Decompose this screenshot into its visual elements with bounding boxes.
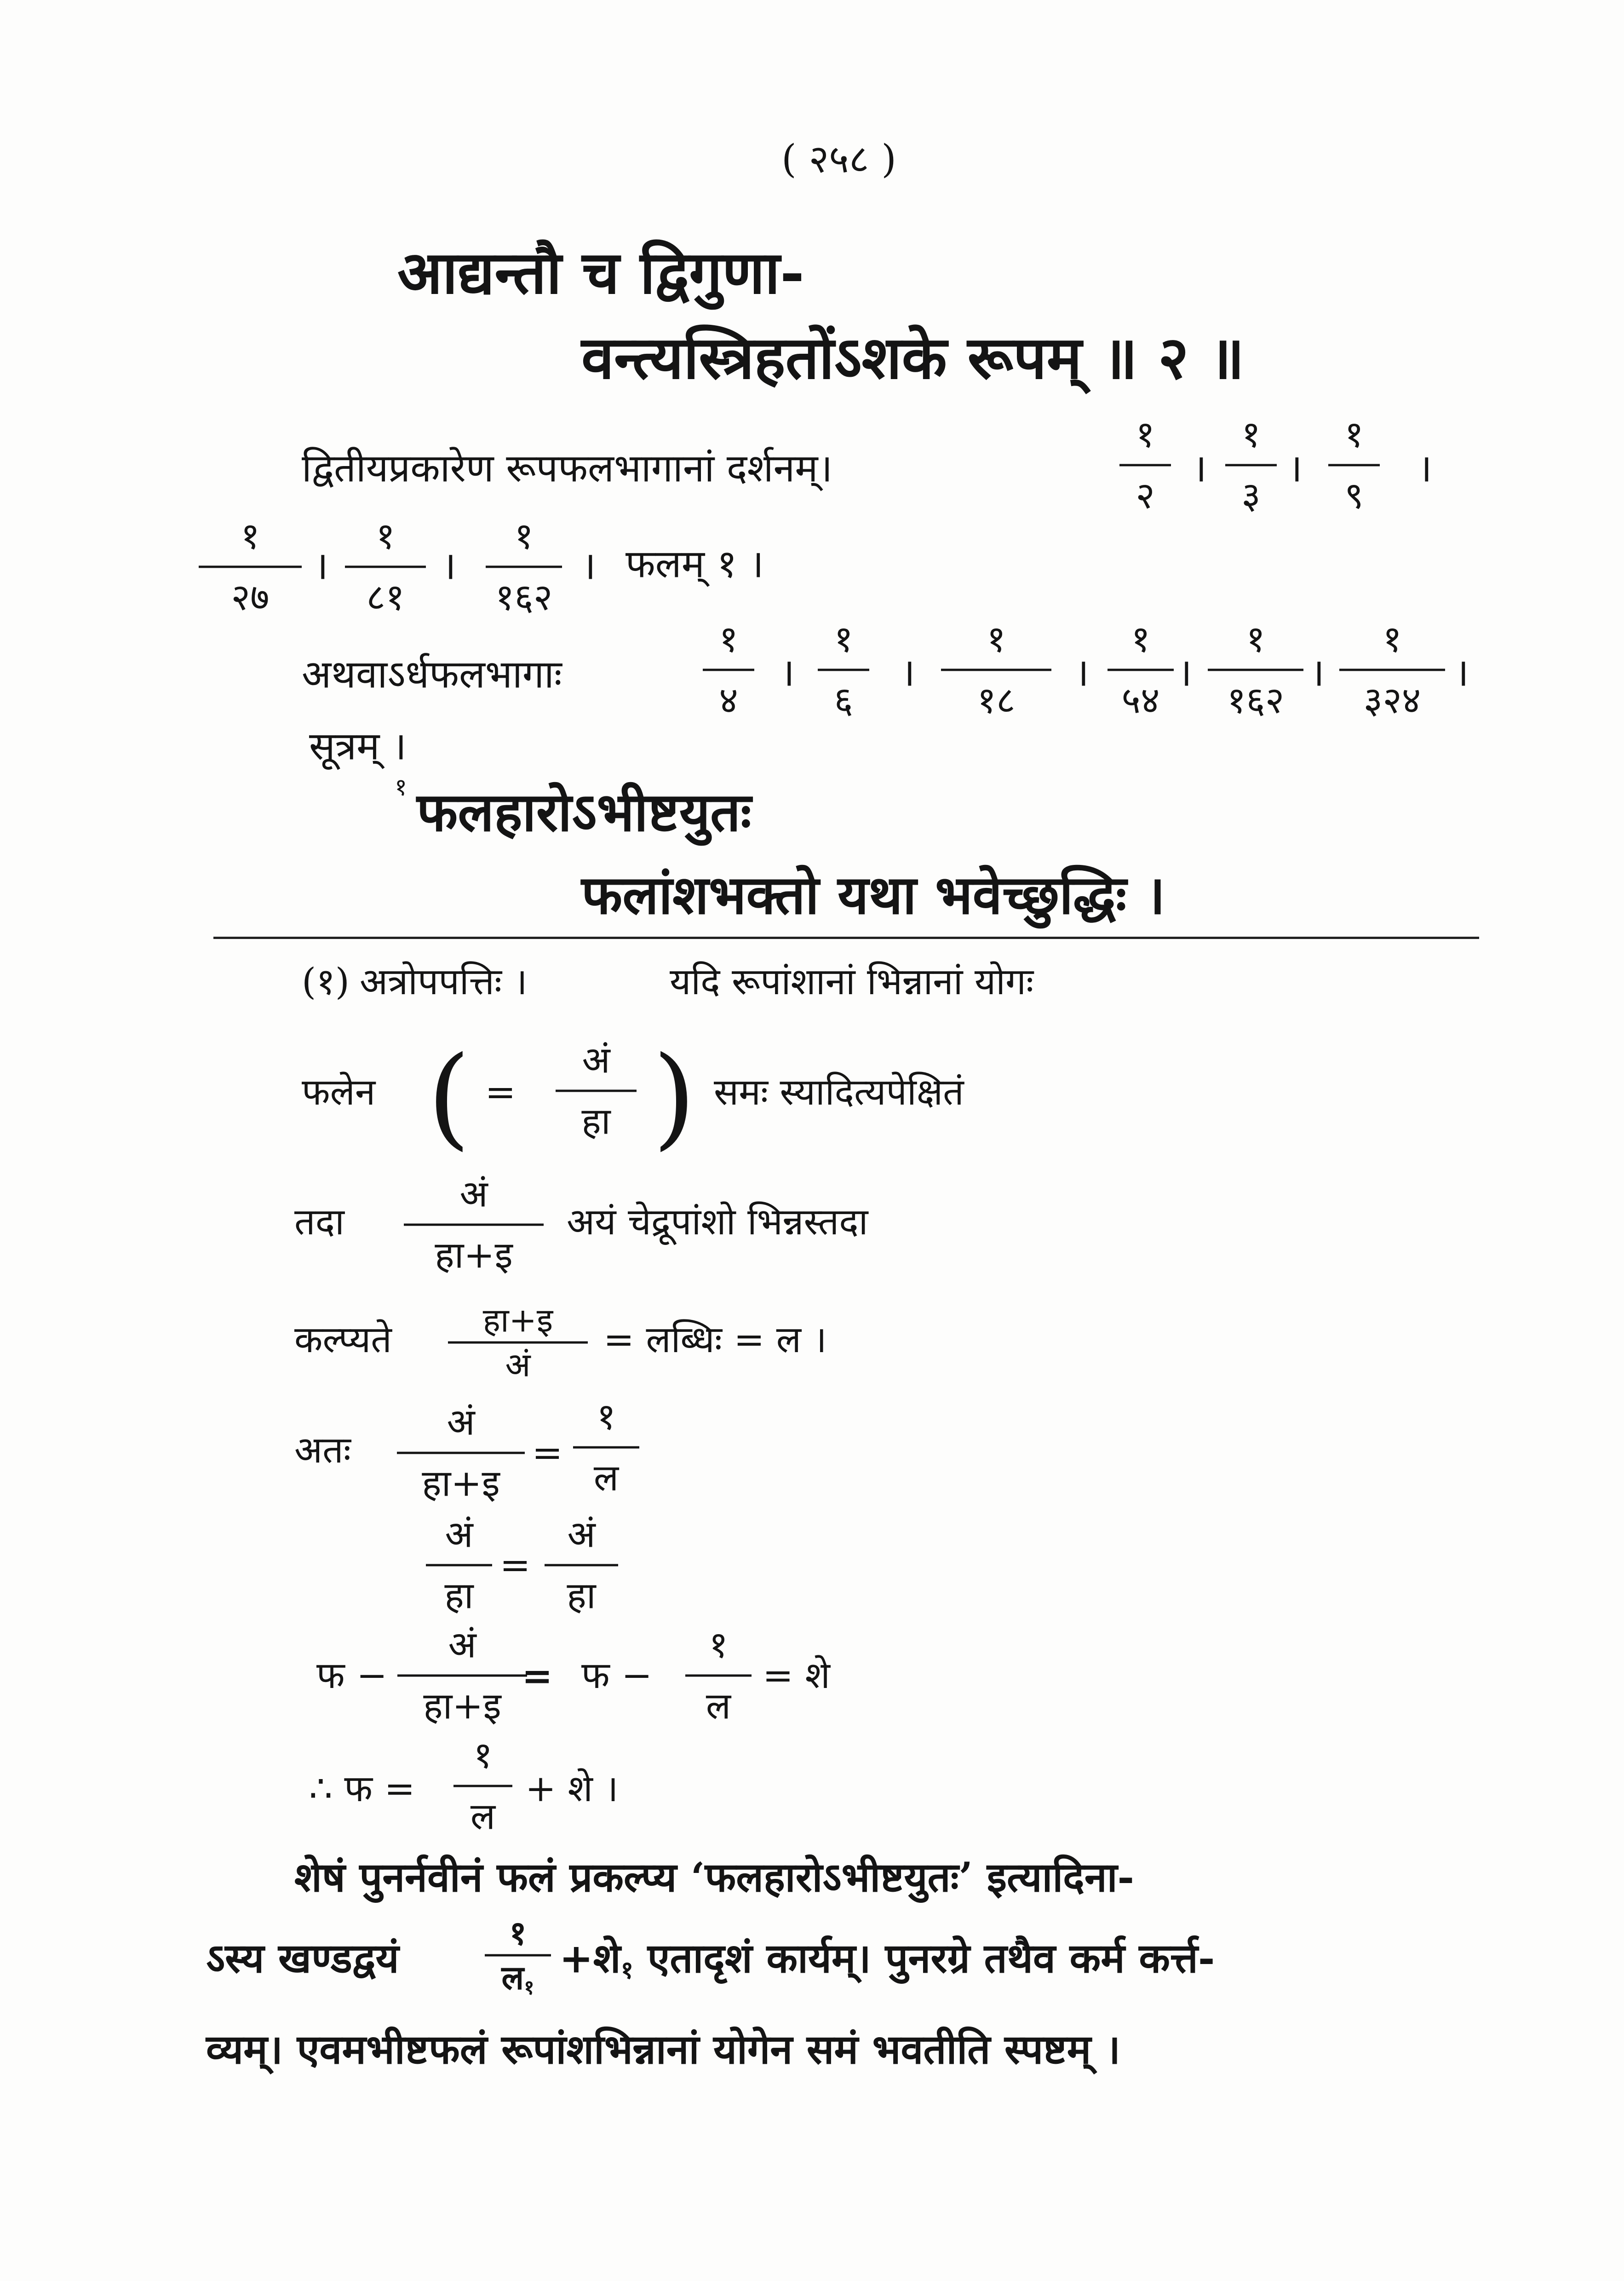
danda-separator: ।	[1074, 650, 1089, 695]
fraction	[545, 1513, 618, 1617]
page-number: ( २५८ )	[781, 136, 896, 182]
derivation-lead: फ −	[316, 1654, 388, 1697]
danda-separator: ।	[780, 650, 795, 695]
fraction-denominator: अं	[505, 1345, 531, 1384]
fraction-numerator: १	[1241, 413, 1261, 456]
fraction-numerator: हा+इ	[482, 1301, 553, 1340]
fraction-denominator: ६	[834, 679, 853, 722]
footnote-mark: (१)	[302, 960, 350, 1003]
fraction-numerator: १	[1131, 617, 1150, 661]
fraction-denominator: हा+इ	[435, 1233, 513, 1277]
fraction	[486, 514, 562, 619]
derivation-lead: अतः	[294, 1429, 351, 1471]
fraction-denominator	[499, 1957, 537, 1999]
sutra-heading: सूत्रम् ।	[309, 723, 407, 769]
derivation-middle: फ −	[581, 1654, 653, 1697]
danda-separator: ।	[314, 543, 328, 588]
fraction	[1108, 617, 1174, 722]
fraction-denominator: हा+इ	[422, 1462, 500, 1505]
paragraph-line-3: व्यम्। एवमभीष्टफलं रूपांशभिन्नानां योगेन समं भवतीति स्पष्टम् ।	[206, 2025, 1121, 2073]
fraction-numerator: १	[834, 617, 853, 661]
close-parenthesis: )	[653, 1032, 696, 1161]
danda-separator: ।	[1417, 445, 1432, 491]
denominator-base: ल	[501, 1958, 524, 1997]
fraction-numerator: १	[987, 617, 1006, 661]
fraction-numerator: १	[509, 1913, 527, 1953]
derivation-tail: = शे	[763, 1654, 830, 1697]
danda-separator: ।	[1192, 445, 1207, 491]
fraction-denominator: ल	[470, 1795, 496, 1838]
footnote-intro: यदि रूपांशानां भिन्नानां योगः	[670, 960, 1034, 1003]
fraction	[1208, 617, 1303, 722]
fraction	[685, 1623, 752, 1728]
fraction-denominator: १८	[977, 679, 1016, 722]
fraction-denominator: ३	[1241, 474, 1261, 517]
fraction-numerator: १	[1136, 413, 1155, 456]
fraction	[453, 1734, 512, 1838]
fraction-numerator: अं	[459, 1172, 488, 1215]
term-subscript: १	[620, 1956, 634, 1985]
fraction	[818, 617, 869, 722]
fraction-denominator: हा	[581, 1100, 611, 1143]
fraction-numerator: अं	[582, 1038, 610, 1082]
fraction-numerator: अं	[448, 1623, 476, 1666]
fraction-denominator: ८१	[366, 576, 405, 619]
equals-sign: =	[532, 1431, 563, 1474]
fraction	[426, 1513, 492, 1617]
denominator-subscript: १	[524, 1976, 534, 1999]
verse-line-1: आद्यन्तौ च द्विगुणा-	[397, 238, 805, 307]
derivation-lead: कल्प्यते	[294, 1318, 392, 1361]
danda-separator: ।	[1454, 650, 1469, 695]
fraction	[485, 1913, 551, 1999]
fraction	[345, 514, 426, 619]
fraction-numerator: १	[514, 514, 534, 558]
paragraph-term: +शे	[559, 1934, 621, 1982]
fraction	[1225, 413, 1277, 517]
fraction	[703, 617, 754, 722]
derivation-lead: ∴ फ =	[309, 1767, 415, 1810]
fraction	[448, 1301, 588, 1384]
fraction-numerator: अं	[447, 1400, 475, 1444]
fraction-numerator: १	[376, 514, 395, 558]
derivation-tail: अयं चेद्रूपांशो भिन्नस्तदा	[567, 1200, 868, 1243]
fraction-numerator: १	[241, 514, 260, 558]
example-result: फलम् १ ।	[625, 541, 764, 587]
fraction-numerator: १	[1344, 413, 1364, 456]
fraction-numerator: अं	[567, 1513, 596, 1556]
paragraph-line-2-tail	[559, 1933, 1215, 1983]
derivation-lead: फलेन	[302, 1071, 376, 1113]
fraction-denominator: ल	[593, 1456, 619, 1499]
footnote-rule	[213, 937, 1479, 939]
danda-separator: ।	[1177, 650, 1192, 695]
fraction-numerator: १	[709, 1623, 728, 1666]
danda-separator: ।	[1310, 650, 1325, 695]
open-parenthesis: (	[427, 1032, 471, 1161]
danda-separator: ।	[442, 543, 456, 588]
fraction	[556, 1038, 637, 1143]
fraction-numerator: १	[719, 617, 738, 661]
equals-sign: =	[522, 1654, 553, 1697]
fraction-denominator: हा+इ	[423, 1684, 501, 1728]
fraction-denominator: ल	[706, 1684, 731, 1728]
paragraph-line-2-lead: ऽस्य खण्डद्वयं	[206, 1934, 399, 1982]
fraction-numerator: १	[1246, 617, 1265, 661]
fraction	[199, 514, 302, 619]
danda-separator: ।	[581, 543, 596, 588]
fraction	[1119, 413, 1171, 517]
fraction	[1339, 617, 1445, 722]
equals-sign: =	[499, 1544, 531, 1586]
fraction	[404, 1172, 544, 1277]
sutra-line-2: फलांशभक्तो यथा भवेच्छुद्धिः ।	[581, 864, 1165, 927]
fraction-denominator: १६२	[495, 576, 553, 619]
fraction-numerator: १	[597, 1395, 616, 1438]
sutra-line-1: फलहारोऽभीष्टयुतः	[417, 781, 752, 844]
alternative-label: अथवाऽर्धफलभागाः	[302, 651, 562, 697]
example-intro: द्वितीयप्रकारेण रूपफलभागानां दर्शनम्।	[302, 445, 833, 491]
paragraph-line-2-text: एतादृशं कार्यम्। पुनरग्रे तथैव कर्म कर्त्त-	[647, 1934, 1215, 1982]
paragraph-line-1: शेषं पुनर्नवीनं फलं प्रकल्प्य ‘फलहारोऽभीष्टयुतः’ इत्यादिना-	[294, 1853, 1135, 1901]
danda-separator: ।	[1288, 445, 1303, 491]
fraction	[1328, 413, 1380, 517]
fraction-denominator: हा	[444, 1574, 474, 1617]
fraction	[573, 1395, 639, 1499]
fraction	[397, 1623, 527, 1728]
fraction-denominator: ५४	[1121, 679, 1160, 722]
fraction-denominator: ९	[1344, 474, 1364, 517]
danda-separator: ।	[901, 650, 915, 695]
fraction-denominator: २७	[231, 576, 270, 619]
footnote-reference: १	[395, 773, 407, 801]
fraction-denominator: १६२	[1227, 679, 1285, 722]
verse-line-2: वन्त्यस्त्रिहतोंऽशके रूपम् ॥ २ ॥	[581, 323, 1245, 392]
equals-sign: =	[485, 1071, 516, 1113]
fraction	[397, 1400, 525, 1505]
fraction	[941, 617, 1051, 722]
footnote-heading	[302, 959, 528, 1005]
footnote-title: अत्रोपपत्तिः ।	[360, 960, 528, 1003]
fraction-denominator: ३२४	[1363, 679, 1421, 722]
derivation-tail: = लब्धिः = ल ।	[603, 1318, 827, 1361]
fraction-numerator: १	[1383, 617, 1402, 661]
fraction-numerator: अं	[445, 1513, 473, 1556]
derivation-tail: + शे ।	[525, 1767, 619, 1810]
fraction-denominator: २	[1136, 474, 1155, 517]
fraction-numerator: १	[473, 1734, 493, 1777]
fraction-denominator: हा	[567, 1574, 596, 1617]
fraction-denominator: ४	[719, 679, 738, 722]
derivation-tail: समः स्यादित्यपेक्षितं	[714, 1071, 964, 1113]
derivation-lead: तदा	[294, 1200, 344, 1243]
